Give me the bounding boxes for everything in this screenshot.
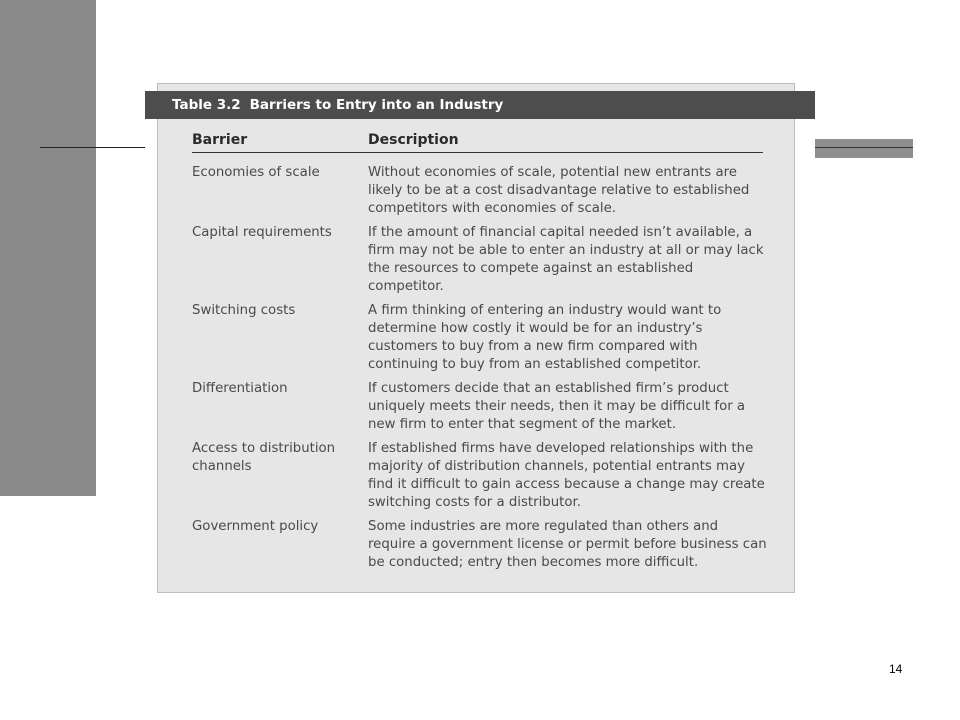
slide-rule-right <box>815 147 913 148</box>
column-header-description: Description <box>368 132 459 148</box>
slide-deco-block-right <box>815 139 913 158</box>
table-row <box>192 380 772 434</box>
barrier-cell: Government policy <box>192 519 319 534</box>
barrier-cell: Capital requirements <box>192 225 332 240</box>
barrier-cell: Switching costs <box>192 303 296 318</box>
table-title-bar <box>145 91 815 119</box>
description-cell: A firm thinking of entering an industry would want to determine how costly it would be for an industry’s customers to buy from a new firm compared with continuing to buy from an established competitor. <box>368 303 722 372</box>
barrier-cell: Economies of scale <box>192 165 320 180</box>
table-row <box>192 224 772 296</box>
table-title: Barriers to Entry into an Industry <box>249 97 504 113</box>
table-row <box>192 440 772 512</box>
slide-rule-left <box>40 147 145 148</box>
description-cell: If established firms have developed relationships with the majority of distribution channels, potential entrants may find it difficult to gain access because a change may create switching costs for a distributor. <box>368 441 765 510</box>
table-row <box>192 518 772 572</box>
column-header-barrier: Barrier <box>192 132 248 148</box>
description-cell: If customers decide that an established firm’s product uniquely meets their needs, then it may be difficult for a new firm to enter that segment of the market. <box>368 381 746 432</box>
description-cell: Without economies of scale, potential new entrants are likely to be at a cost disadvantage relative to established competitors with economies of scale. <box>368 165 750 216</box>
page-number: 14 <box>889 662 903 676</box>
barrier-cell: Differentiation <box>192 381 288 396</box>
table-row <box>192 164 772 218</box>
table-header-row <box>192 131 763 153</box>
table-row <box>192 302 772 374</box>
table-number: Table 3.2 <box>172 97 241 113</box>
description-cell: Some industries are more regulated than others and require a government license or permit before business can be conducted; entry then becomes more difficult. <box>368 519 767 570</box>
barrier-cell: Access to distribution channels <box>192 441 336 474</box>
table-body <box>192 164 772 578</box>
description-cell: If the amount of financial capital needed isn’t available, a firm may not be able to enter an industry at all or may lack the resources to compete against an established competitor. <box>368 225 764 294</box>
slide-side-bar <box>0 0 96 496</box>
